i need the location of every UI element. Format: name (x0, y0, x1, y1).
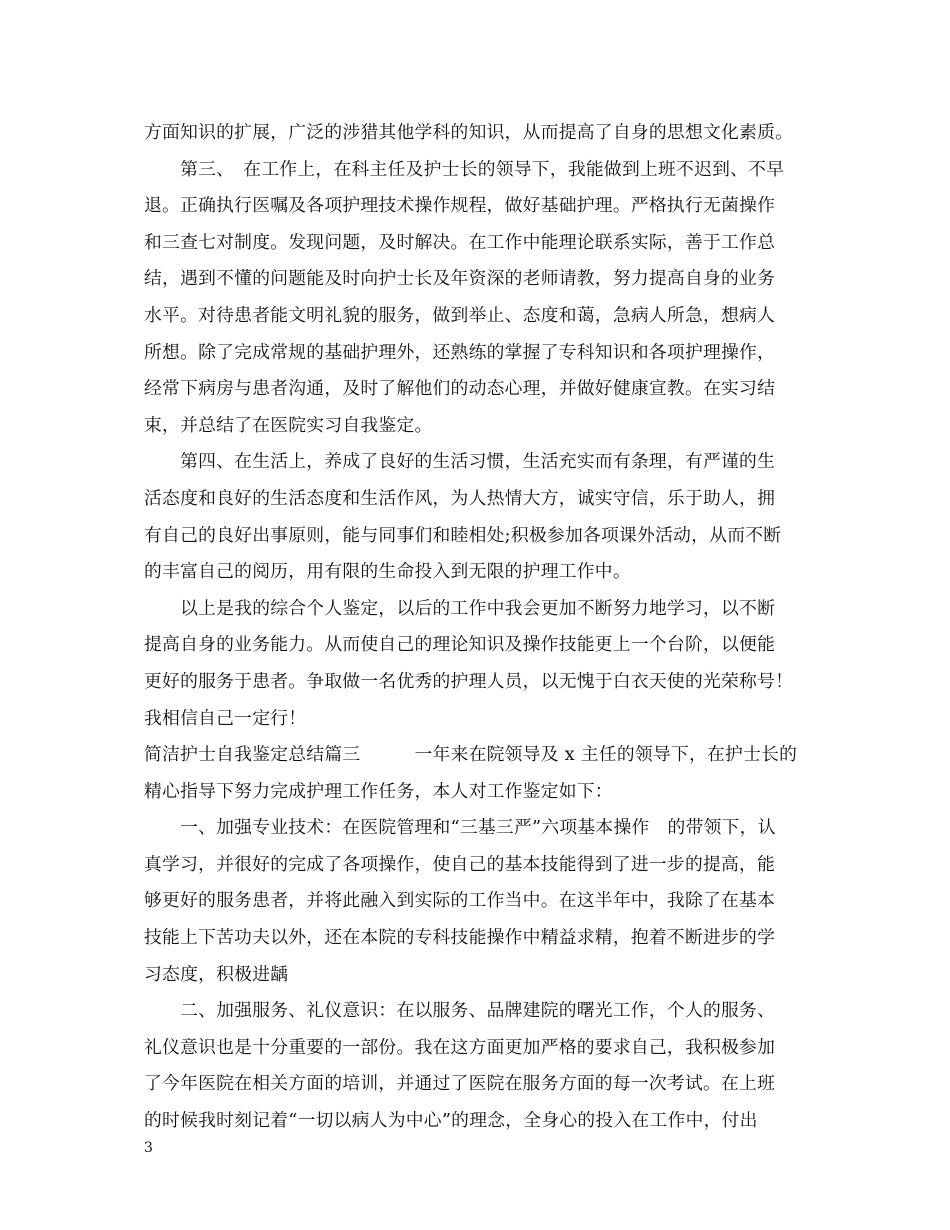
text-line: 习态度，积极进龋 (144, 963, 289, 985)
text-line: 第四、在生活上，养成了良好的生活习惯，生活充实而有条理，有严谨的生 (144, 451, 776, 473)
text-line: 二、加强服务、礼仪意识：在以服务、品牌建院的曙光工作，个人的服务、 (144, 1000, 776, 1022)
text-line: 束，并总结了在医院实习自我鉴定。 (144, 414, 433, 436)
section-heading-line: 简洁护士自我鉴定总结篇三 一年来在院领导及 x 主任的领导下，在护士长的 (144, 744, 798, 766)
text-line: 水平。对待患者能文明礼貌的服务，做到举止、态度和蔼，急病人所急，想病人 (144, 304, 776, 326)
text-line: 礼仪意识也是十分重要的一部份。我在这方面更加严格的要求自己，我积极参加 (144, 1036, 776, 1058)
text-line: 了今年医院在相关方面的培训，并通过了医院在服务方面的每一次考试。在上班 (144, 1073, 776, 1095)
text-line: 第三、 在工作上，在科主任及护士长的领导下，我能做到上班不迟到、不早 (144, 158, 785, 180)
text-line: 结，遇到不懂的问题能及时向护士长及年资深的老师请教，努力提高自身的业务 (144, 268, 776, 290)
text-line: 提高自身的业务能力。从而使自己的理论知识及操作技能更上一个台阶，以便能 (144, 634, 776, 656)
text-line: 退。正确执行医嘱及各项护理技术操作规程，做好基础护理。严格执行无菌操作 (144, 195, 776, 217)
text-line: 和三查七对制度。发现问题，及时解决。在工作中能理论联系实际，善于工作总 (144, 231, 776, 253)
page-number: 3 (144, 1140, 153, 1156)
text-line: 有自己的良好出事原则，能与同事们和睦相处;积极参加各项课外活动，从而不断 (144, 524, 782, 546)
text-line: 够更好的服务患者，并将此融入到实际的工作当中。在这半年中，我除了在基本 (144, 890, 776, 912)
text-line: 活态度和良好的生活态度和生活作风，为人热情大方，诚实守信，乐于助人，拥 (144, 487, 776, 509)
text-line: 更好的服务于患者。争取做一名优秀的护理人员，以无愧于白衣天使的光荣称号！ (144, 670, 794, 692)
text-line: 一、加强专业技术：在医院管理和“三基三严”六项基本操作 的带领下，认 (144, 817, 776, 839)
text-line: 我相信自己一定行！ (144, 707, 307, 729)
text-line: 所想。除了完成常规的基础护理外，还熟练的掌握了专科知识和各项护理操作， (144, 341, 776, 363)
text-line: 精心指导下努力完成护理工作任务，本人对工作鉴定如下： (144, 780, 613, 802)
text-line: 经常下病房与患者沟通，及时了解他们的动态心理，并做好健康宣教。在实习结 (144, 378, 776, 400)
text-line: 的丰富自己的阅历，用有限的生命投入到无限的护理工作中。 (144, 561, 631, 583)
text-line: 的时候我时刻记着“一切以病人为中心”的理念，全身心的投入在工作中，付出 (144, 1110, 758, 1132)
body-text (144, 115, 810, 1140)
text-line: 技能上下苦功夫以外，还在本院的专科技能操作中精益求精，抱着不断进步的学 (144, 927, 776, 949)
text-line: 以上是我的综合个人鉴定，以后的工作中我会更加不断努力地学习，以不断 (144, 597, 776, 619)
text-line: 方面知识的扩展，广泛的涉猎其他学科的知识，从而提高了自身的思想文化素质。 (144, 122, 794, 143)
text-line: 真学习，并很好的完成了各项操作，使自己的基本技能得到了进一步的提高，能 (144, 853, 776, 875)
